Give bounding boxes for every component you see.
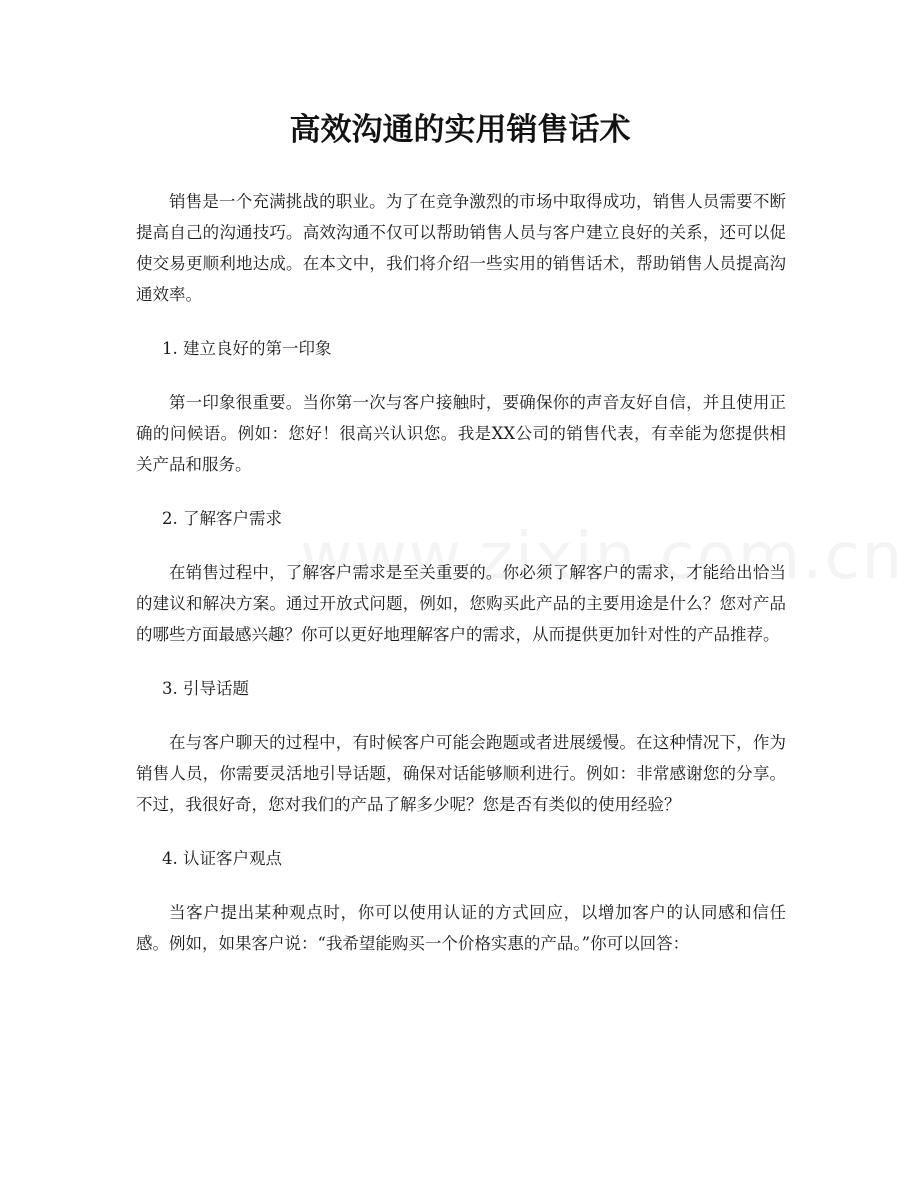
section-heading-2: 2. 了解客户需求 — [162, 509, 282, 528]
document-body — [136, 186, 786, 982]
section-heading-4: 4. 认证客户观点 — [162, 849, 282, 868]
section-body-2: 在销售过程中，了解客户需求是至关重要的。你必须了解客户的需求，才能给出恰当的建议和解决方案。通过开放式问题，例如，您购买此产品的主要用途是什么？您对产品的哪些方面最感兴趣？你可以更好地理解客户的需求，从而提供更加针对性的产品推荐。 — [136, 563, 786, 644]
intro-paragraph: 销售是一个充满挑战的职业。为了在竞争激烈的市场中取得成功，销售人员需要不断提高自己的沟通技巧。高效沟通不仅可以帮助销售人员与客户建立良好的关系，还可以促使交易更顺利地达成。在本文中，我们将介绍一些实用的销售话术，帮助销售人员提高沟通效率。 — [136, 192, 786, 304]
page-title: 高效沟通的实用销售话术 — [289, 112, 631, 148]
section-body-1: 第一印象很重要。当你第一次与客户接触时，要确保你的声音友好自信，并且使用正确的问候语。例如：您好！很高兴认识您。我是XX公司的销售代表，有幸能为您提供相关产品和服务。 — [136, 393, 786, 474]
section-heading-1: 1. 建立良好的第一印象 — [162, 339, 332, 358]
section-heading-3: 3. 引导话题 — [162, 679, 249, 698]
section-body-4: 当客户提出某种观点时，你可以使用认证的方式回应，以增加客户的认同感和信任感。例如，如果客户说：“我希望能购买一个价格实惠的产品。”你可以回答： — [136, 903, 786, 953]
section-body-3: 在与客户聊天的过程中，有时候客户可能会跑题或者进展缓慢。在这种情况下，作为销售人员，你需要灵活地引导话题，确保对话能够顺利进行。例如：非常感谢您的分享。不过，我很好奇，您对我们的产品了解多少呢？您是否有类似的使用经验？ — [136, 733, 786, 814]
